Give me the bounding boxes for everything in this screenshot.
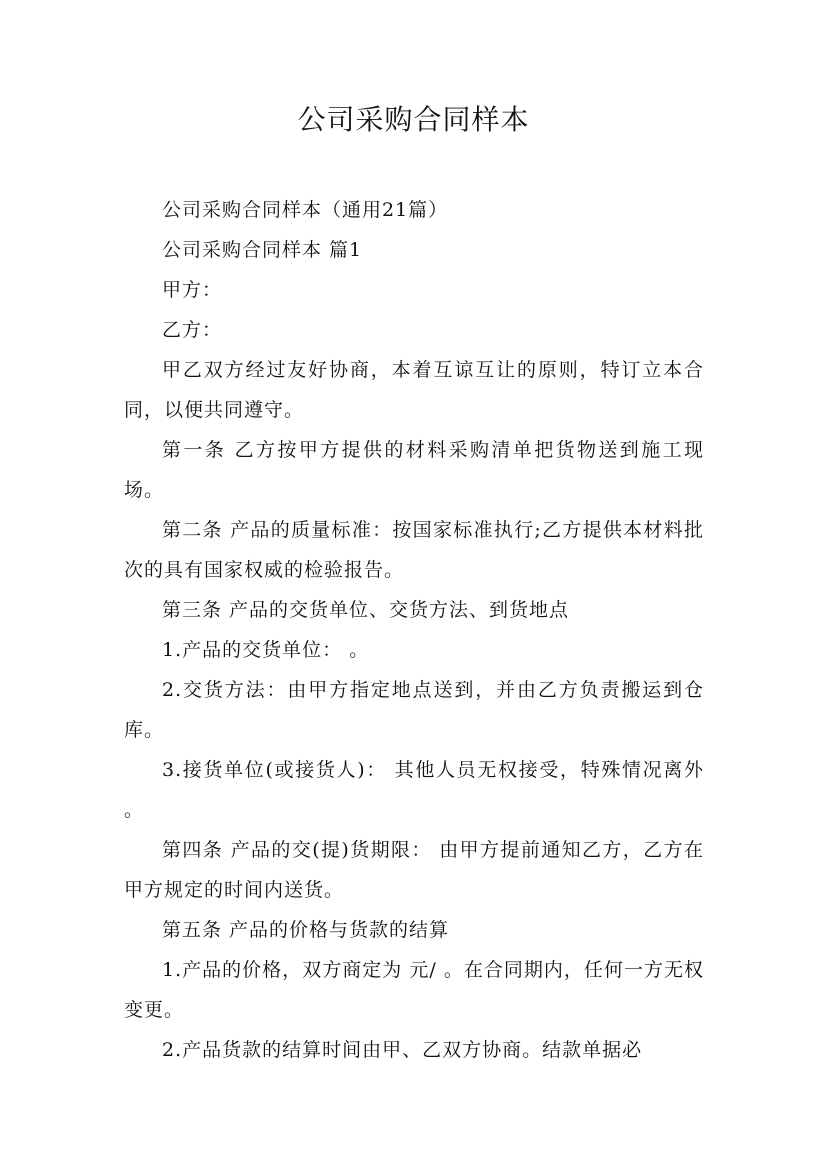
paragraph-clause-2: 第二条 产品的质量标准：按国家标准执行;乙方提供本材料批次的具有国家权威的检验报告。 [124,519,704,581]
paragraph-clause-4: 第四条 产品的交(提)货期限： 由甲方提前通知乙方，乙方在甲方规定的时间内送货。 [124,839,704,901]
paragraph-clause-5: 第五条 产品的价格与货款的结算 [162,919,450,941]
paragraph-clause-3: 第三条 产品的交货单位、交货方法、到货地点 [162,599,570,621]
paragraph-clause-3-item-2: 2.交货方法：由甲方指定地点送到，并由乙方负责搬运到仓库。 [124,679,704,741]
paragraph-preamble: 甲乙双方经过友好协商，本着互谅互让的原则，特订立本合同，以便共同遵守。 [124,359,704,421]
paragraph-clause-3-item-1: 1.产品的交货单位： 。 [162,639,370,661]
document-body [124,190,704,1070]
document-title: 公司采购合同样本 [297,103,530,136]
paragraph-clause-5-item-1: 1.产品的价格，双方商定为 元/ 。在合同期内，任何一方无权变更。 [124,959,704,1021]
paragraph-collection-title: 公司采购合同样本（通用21篇） [162,199,449,221]
paragraph-party-a: 甲方： [162,279,223,301]
paragraph-clause-1: 第一条 乙方按甲方提供的材料采购清单把货物送到施工现场。 [124,439,704,501]
paragraph-clause-5-item-2: 2.产品货款的结算时间由甲、乙双方协商。结款单据必 [162,1039,643,1061]
paragraph-party-b: 乙方： [162,319,223,341]
paragraph-article-heading: 公司采购合同样本 篇1 [162,239,363,261]
paragraph-clause-3-item-3: 3.接货单位(或接货人)： 其他人员无权接受，特殊情况离外 。 [124,759,704,821]
